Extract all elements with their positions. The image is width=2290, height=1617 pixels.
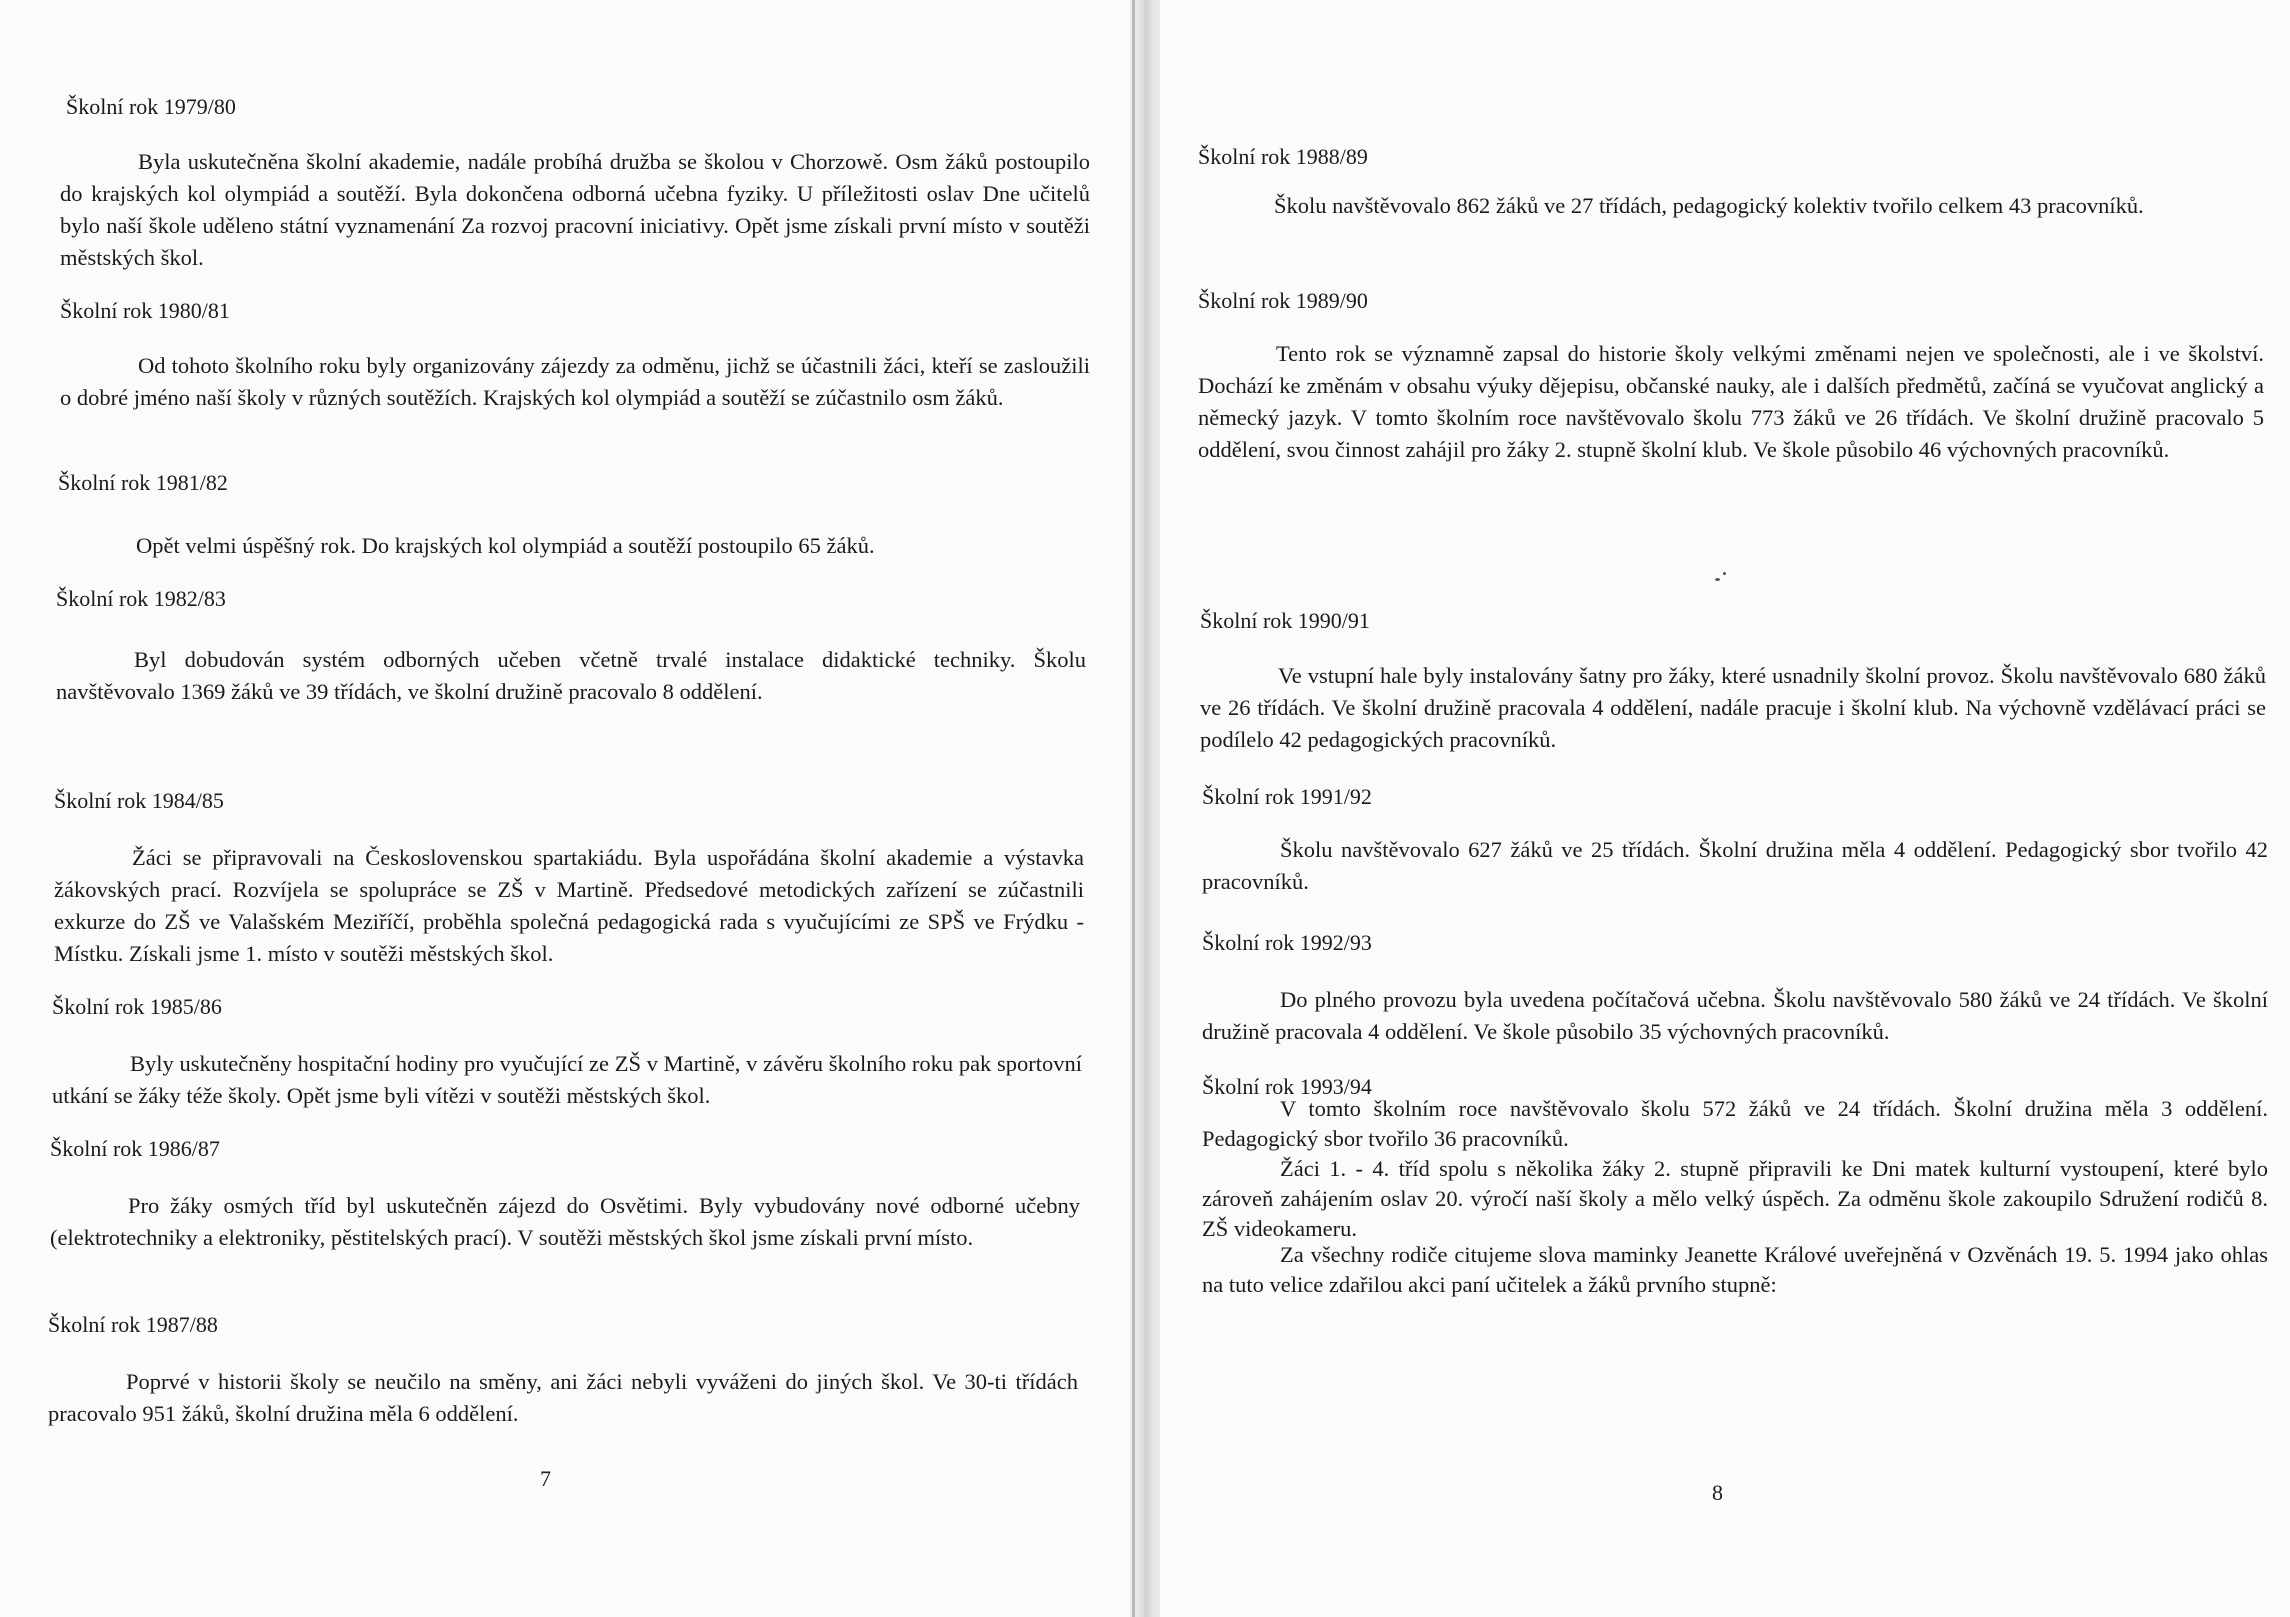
section-heading-1991-92: Školní rok 1991/92 (1202, 784, 1372, 809)
section-text-1993-94-p2: Žáci 1. - 4. tříd spolu s několika žáky 2. stupně připravili ke Dni matek kulturní vystoupení, které bylo zároveň zahájením oslav 20. výročí naší školy a mělo velký úspěch. Za odměnu škole zakoupilo Sdružení rodičů 8. ZŠ videokameru. (1202, 1156, 2268, 1241)
section-text-1993-94-p1: V tomto školním roce navštěvovalo školu 572 žáků ve 24 třídách. Školní družina měla 3 oddělení. Pedagogický sbor tvořilo 36 pracovníků. (1202, 1096, 2268, 1151)
section-heading-1990-91: Školní rok 1990/91 (1200, 608, 1370, 633)
page-number-left: 7 (540, 1466, 551, 1491)
section-text-1981-82: Opět velmi úspěšný rok. Do krajských kol olympiád a soutěží postoupilo 65 žáků. (136, 533, 875, 558)
section-heading-1986-87: Školní rok 1986/87 (50, 1136, 220, 1161)
gutter-fold-line (1132, 0, 1135, 1617)
section-heading-1980-81: Školní rok 1980/81 (60, 298, 230, 323)
section-heading-1981-82: Školní rok 1981/82 (58, 470, 228, 495)
page-number-right: 8 (1712, 1480, 1723, 1505)
scan-speck (1715, 578, 1720, 581)
section-heading-1985-86: Školní rok 1985/86 (52, 994, 222, 1019)
section-text-1986-87: Pro žáky osmých tříd byl uskutečněn zájezd do Osvětimi. Byly vybudovány nové odborné učebny (elektrotechniky a elektroniky, pěstitelských prací). V soutěži městských škol jsme získali první místo. (50, 1193, 1080, 1250)
section-heading-1984-85: Školní rok 1984/85 (54, 788, 224, 813)
section-text-1988-89: Školu navštěvovalo 862 žáků ve 27 třídách, pedagogický kolektiv tvořilo celkem 43 pracovníků. (1274, 193, 2144, 218)
section-text-1993-94-p3: Za všechny rodiče citujeme slova maminky Jeanette Králové uveřejněná v Ozvěnách 19. 5. 1994 jako ohlas na tuto velice zdařilou akci paní učitelek a žáků prvního stupně: (1202, 1242, 2268, 1297)
left-page (0, 0, 1130, 1617)
section-heading-1988-89: Školní rok 1988/89 (1198, 144, 1368, 169)
section-text-1992-93: Do plného provozu byla uvedena počítačová učebna. Školu navštěvovalo 580 žáků ve 24 třídách. Ve školní družině pracovala 4 oddělení. Ve škole působilo 35 výchovných pracovníků. (1202, 987, 2268, 1044)
section-text-1985-86: Byly uskutečněny hospitační hodiny pro vyučující ze ZŠ v Martině, v závěru školního roku pak sportovní utkání se žáky téže školy. Opět jsme byli vítězi v soutěži městských škol. (52, 1051, 1082, 1108)
section-text-1990-91: Ve vstupní hale byly instalovány šatny pro žáky, které usnadnily školní provoz. Školu navštěvovalo 680 žáků ve 26 třídách. Ve školní družině pracovala 4 oddělení, nadále pracuje i školní klub. Na výchovně vzdělávací práci se podílelo 42 pedagogických pracovníků. (1200, 663, 2266, 752)
section-heading-1992-93: Školní rok 1992/93 (1202, 930, 1372, 955)
section-text-1991-92: Školu navštěvovalo 627 žáků ve 25 třídách. Školní družina měla 4 oddělení. Pedagogický sbor tvořilo 42 pracovníků. (1202, 837, 2268, 894)
section-heading-1982-83: Školní rok 1982/83 (56, 586, 226, 611)
section-text-1980-81: Od tohoto školního roku byly organizovány zájezdy za odměnu, jichž se účastnili žáci, kteří se zasloužili o dobré jméno naší školy v různých soutěžích. Krajských kol olympiád a soutěží se zúčastnilo osm žáků. (60, 353, 1090, 410)
scan-speck (1723, 572, 1726, 575)
section-heading-1993-94: Školní rok 1993/94 (1202, 1074, 1372, 1099)
section-heading-1989-90: Školní rok 1989/90 (1198, 288, 1368, 313)
section-text-1979-80: Byla uskutečněna školní akademie, nadále probíhá družba se školou v Chorzowě. Osm žáků postoupilo do krajských kol olympiád a soutěží. Byla dokončena odborná učebna fyziky. U příležitosti oslav Dne učitelů bylo naší škole uděleno státní vyznamenání Za rozvoj pracovní iniciativy. Opět jsme získali první místo v soutěži městských škol. (60, 149, 1090, 270)
section-text-1987-88: Poprvé v historii školy se neučilo na směny, ani žáci nebyli vyváženi do jiných škol. Ve 30-ti třídách pracovalo 951 žáků, školní družina měla 6 oddělení. (48, 1369, 1078, 1426)
section-text-1982-83: Byl dobudován systém odborných učeben včetně trvalé instalace didaktické techniky. Školu navštěvovalo 1369 žáků ve 39 třídách, ve školní družině pracovalo 8 oddělení. (56, 647, 1086, 704)
section-text-1984-85: Žáci se připravovali na Československou spartakiádu. Byla uspořádána školní akademie a výstavka žákovských prací. Rozvíjela se spolupráce se ZŠ v Martině. Předsedové metodických zařízení se zúčastnili exkurze do ZŠ ve Valašském Meziříčí, proběhla společná pedagogická rada s vyučujícími ze SPŠ ve Frýdku - Místku. Získali jsme 1. místo v soutěži městských škol. (54, 845, 1084, 966)
section-heading-1987-88: Školní rok 1987/88 (48, 1312, 218, 1337)
section-heading-1979-80: Školní rok 1979/80 (66, 94, 236, 119)
right-page (1160, 0, 2290, 1617)
section-text-1989-90: Tento rok se významně zapsal do historie školy velkými změnami nejen ve společnosti, ale i ve školství. Dochází ke změnám v obsahu výuky dějepisu, občanské nauky, ale i dalších předmětů, začíná se vyučovat anglický a německý jazyk. V tomto školním roce navštěvovalo školu 773 žáků ve 26 třídách. Ve školní družině pracovalo 5 oddělení, svou činnost zahájil pro žáky 2. stupně školní klub. Ve škole působilo 46 výchovných pracovníků. (1198, 341, 2264, 462)
